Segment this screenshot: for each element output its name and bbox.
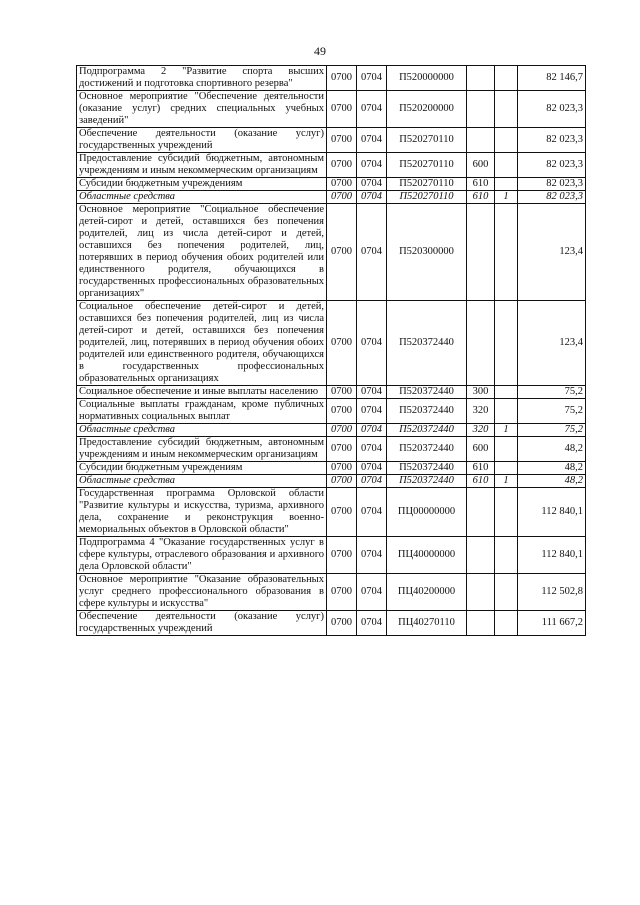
row-amount: 82 023,3 [518, 153, 586, 178]
row-subsection-code: 0704 [357, 611, 387, 636]
row-amount: 82 023,3 [518, 178, 586, 191]
row-expense-type [467, 128, 495, 153]
row-expense-type: 610 [467, 475, 495, 488]
row-section-code: 0700 [327, 301, 357, 386]
row-amount: 48,2 [518, 475, 586, 488]
row-section-code: 0700 [327, 204, 357, 301]
page-number: 49 [314, 44, 326, 58]
row-target-article: ПЦ40000000 [387, 537, 467, 574]
row-funding-source [495, 611, 518, 636]
table-row [77, 386, 586, 399]
row-funding-source [495, 91, 518, 128]
row-subsection-code: 0704 [357, 437, 387, 462]
row-subsection-code: 0704 [357, 66, 387, 91]
row-name: Социальное обеспечение детей-сирот и детей, оставшихся без попечения родителей, лиц из числа детей-сирот и детей, оставшихся без попечения родителей, лиц, потерявших в период обучения обоих родителей или единственного родителя, обучающихся в государственных профессиональных образовательных организациях [77, 301, 327, 386]
row-target-article: П520200000 [387, 91, 467, 128]
row-subsection-code: 0704 [357, 178, 387, 191]
row-subsection-code: 0704 [357, 128, 387, 153]
row-subsection-code: 0704 [357, 537, 387, 574]
row-amount: 48,2 [518, 437, 586, 462]
row-amount: 111 667,2 [518, 611, 586, 636]
row-subsection-code: 0704 [357, 153, 387, 178]
table-row [77, 399, 586, 424]
row-expense-type: 320 [467, 399, 495, 424]
row-target-article: П520270110 [387, 178, 467, 191]
row-subsection-code: 0704 [357, 301, 387, 386]
row-expense-type [467, 91, 495, 128]
row-expense-type: 610 [467, 462, 495, 475]
row-expense-type [467, 574, 495, 611]
row-target-article: ПЦ40200000 [387, 574, 467, 611]
row-name: Субсидии бюджетным учреждениям [77, 462, 327, 475]
row-funding-source [495, 437, 518, 462]
row-expense-type: 320 [467, 424, 495, 437]
row-section-code: 0700 [327, 153, 357, 178]
row-target-article: П520372440 [387, 301, 467, 386]
row-funding-source [495, 178, 518, 191]
row-funding-source: 1 [495, 475, 518, 488]
row-expense-type [467, 301, 495, 386]
row-funding-source [495, 386, 518, 399]
table-row [77, 475, 586, 488]
row-funding-source: 1 [495, 424, 518, 437]
row-subsection-code: 0704 [357, 399, 387, 424]
budget-table-body [77, 66, 586, 636]
row-section-code: 0700 [327, 462, 357, 475]
row-subsection-code: 0704 [357, 574, 387, 611]
row-name: Субсидии бюджетным учреждениям [77, 178, 327, 191]
row-funding-source [495, 128, 518, 153]
row-target-article: П520372440 [387, 386, 467, 399]
row-funding-source [495, 537, 518, 574]
row-section-code: 0700 [327, 611, 357, 636]
table-row [77, 204, 586, 301]
budget-table [76, 65, 586, 636]
row-subsection-code: 0704 [357, 204, 387, 301]
row-expense-type [467, 611, 495, 636]
table-row [77, 66, 586, 91]
row-expense-type [467, 537, 495, 574]
table-row [77, 128, 586, 153]
row-expense-type: 610 [467, 178, 495, 191]
row-name: Государственная программа Орловской области "Развитие культуры и искусства, туризма, архивного дела, сохранение и реконструкция военно-мемориальных объектов в Орловской области" [77, 488, 327, 537]
table-row [77, 301, 586, 386]
row-funding-source [495, 488, 518, 537]
table-row [77, 437, 586, 462]
table-row [77, 153, 586, 178]
row-funding-source: 1 [495, 191, 518, 204]
row-funding-source [495, 462, 518, 475]
row-amount: 112 840,1 [518, 537, 586, 574]
row-name: Подпрограмма 2 "Развитие спорта высших достижений и подготовка спортивного резерва" [77, 66, 327, 91]
table-row [77, 574, 586, 611]
row-funding-source [495, 204, 518, 301]
row-section-code: 0700 [327, 191, 357, 204]
row-name: Основное мероприятие "Обеспечение деятельности (оказание услуг) средних специальных учебных заведений" [77, 91, 327, 128]
row-amount: 75,2 [518, 386, 586, 399]
row-amount: 82 146,7 [518, 66, 586, 91]
row-expense-type [467, 66, 495, 91]
row-amount: 123,4 [518, 301, 586, 386]
row-section-code: 0700 [327, 475, 357, 488]
row-name: Областные средства [77, 475, 327, 488]
row-name: Подпрограмма 4 "Оказание государственных услуг в сфере культуры, отраслевого образования и архивного дела Орловской области" [77, 537, 327, 574]
row-expense-type: 600 [467, 153, 495, 178]
row-section-code: 0700 [327, 178, 357, 191]
row-name: Областные средства [77, 191, 327, 204]
row-target-article: П520300000 [387, 204, 467, 301]
row-section-code: 0700 [327, 488, 357, 537]
table-row [77, 462, 586, 475]
table-row [77, 611, 586, 636]
row-funding-source [495, 399, 518, 424]
row-subsection-code: 0704 [357, 424, 387, 437]
table-row [77, 488, 586, 537]
row-subsection-code: 0704 [357, 488, 387, 537]
row-target-article: П520270110 [387, 191, 467, 204]
row-expense-type [467, 488, 495, 537]
row-section-code: 0700 [327, 66, 357, 91]
row-expense-type [467, 204, 495, 301]
row-amount: 82 023,3 [518, 128, 586, 153]
row-name: Обеспечение деятельности (оказание услуг) государственных учреждений [77, 611, 327, 636]
row-amount: 123,4 [518, 204, 586, 301]
table-row [77, 191, 586, 204]
row-section-code: 0700 [327, 437, 357, 462]
row-amount: 75,2 [518, 424, 586, 437]
row-funding-source [495, 301, 518, 386]
table-row [77, 537, 586, 574]
row-target-article: П520372440 [387, 437, 467, 462]
table-row [77, 91, 586, 128]
row-funding-source [495, 153, 518, 178]
row-name: Социальное обеспечение и иные выплаты населению [77, 386, 327, 399]
row-amount: 75,2 [518, 399, 586, 424]
row-target-article: П520372440 [387, 475, 467, 488]
row-amount: 82 023,3 [518, 191, 586, 204]
row-expense-type: 600 [467, 437, 495, 462]
row-target-article: П520270110 [387, 153, 467, 178]
row-funding-source [495, 574, 518, 611]
row-target-article: ПЦ40270110 [387, 611, 467, 636]
row-name: Предоставление субсидий бюджетным, автономным учреждениям и иным некоммерческим организациям [77, 437, 327, 462]
row-name: Предоставление субсидий бюджетным, автономным учреждениям и иным некоммерческим организациям [77, 153, 327, 178]
table-row [77, 178, 586, 191]
row-name: Обеспечение деятельности (оказание услуг) государственных учреждений [77, 128, 327, 153]
row-target-article: П520000000 [387, 66, 467, 91]
row-section-code: 0700 [327, 574, 357, 611]
row-name: Основное мероприятие "Оказание образовательных услуг среднего профессионального образования в сфере культуры и искусства" [77, 574, 327, 611]
row-subsection-code: 0704 [357, 91, 387, 128]
row-name: Областные средства [77, 424, 327, 437]
row-name: Социальные выплаты гражданам, кроме публичных нормативных социальных выплат [77, 399, 327, 424]
row-target-article: ПЦ00000000 [387, 488, 467, 537]
row-subsection-code: 0704 [357, 386, 387, 399]
row-amount: 112 840,1 [518, 488, 586, 537]
row-name: Основное мероприятие "Социальное обеспечение детей-сирот и детей, оставшихся без попечения родителей, лиц из числа детей-сирот и детей, оставшихся без попечения родителей, лиц, потерявших в период обучения обоих родителей или единственного родителя, обучающихся в государственных профессиональных образовательных организациях" [77, 204, 327, 301]
row-amount: 48,2 [518, 462, 586, 475]
row-target-article: П520372440 [387, 462, 467, 475]
row-amount: 82 023,3 [518, 91, 586, 128]
row-section-code: 0700 [327, 91, 357, 128]
row-expense-type: 610 [467, 191, 495, 204]
row-section-code: 0700 [327, 386, 357, 399]
row-target-article: П520372440 [387, 399, 467, 424]
row-target-article: П520372440 [387, 424, 467, 437]
row-subsection-code: 0704 [357, 462, 387, 475]
row-subsection-code: 0704 [357, 191, 387, 204]
row-funding-source [495, 66, 518, 91]
table-row [77, 424, 586, 437]
row-expense-type: 300 [467, 386, 495, 399]
row-section-code: 0700 [327, 399, 357, 424]
row-subsection-code: 0704 [357, 475, 387, 488]
row-amount: 112 502,8 [518, 574, 586, 611]
row-section-code: 0700 [327, 128, 357, 153]
row-target-article: П520270110 [387, 128, 467, 153]
row-section-code: 0700 [327, 424, 357, 437]
row-section-code: 0700 [327, 537, 357, 574]
